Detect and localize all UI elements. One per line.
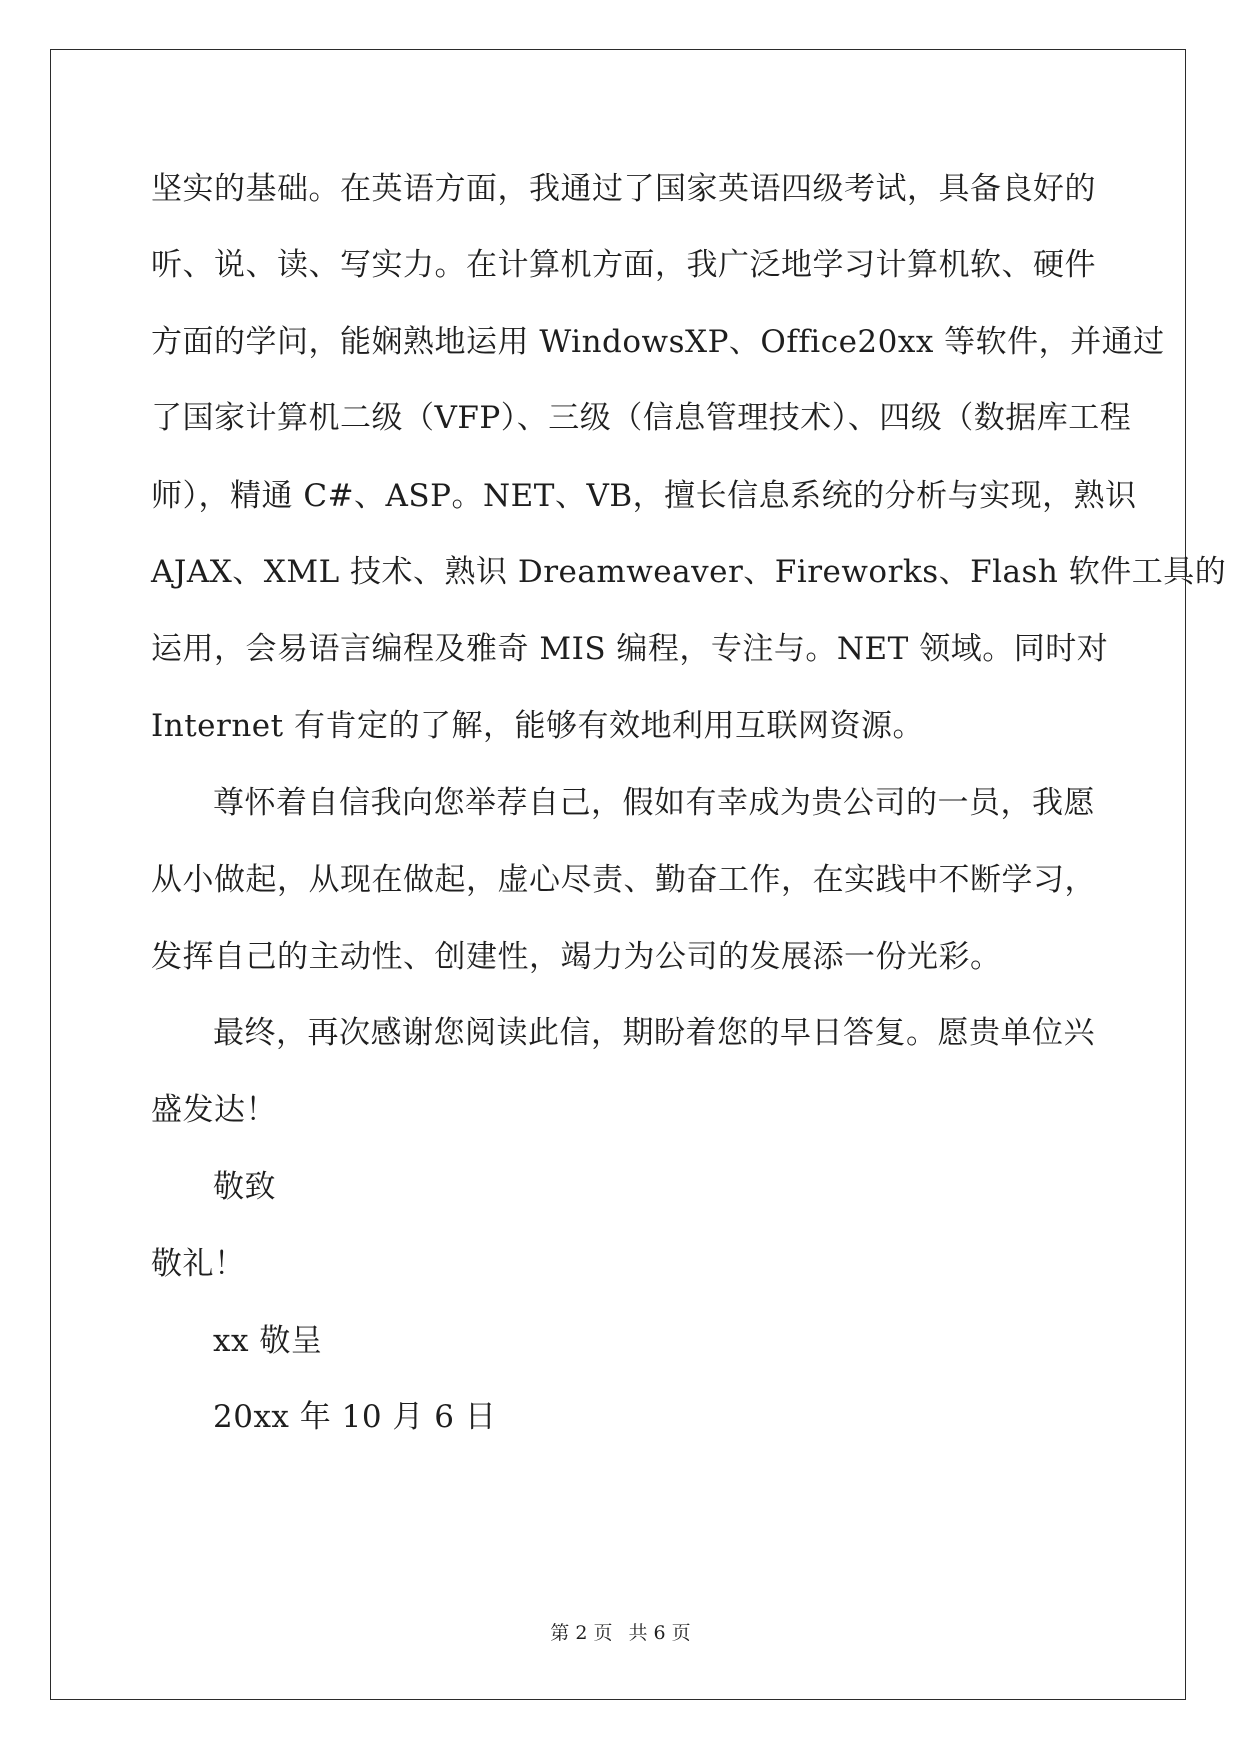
page-total: 共 6 页 bbox=[628, 1622, 691, 1644]
body-line: 运用，会易语言编程及雅奇 MIS 编程，专注与。NET 领域。同时对 bbox=[151, 631, 1109, 667]
body-line: 盛发达！ bbox=[151, 1092, 277, 1128]
paragraph-start-line: 最终，再次感谢您阅读此信，期盼着您的早日答复。愿贵单位兴 bbox=[213, 1015, 1095, 1051]
closing-salutation: 敬致 bbox=[213, 1169, 276, 1205]
closing-regards: 敬礼！ bbox=[151, 1246, 246, 1282]
body-line: 坚实的基础。在英语方面，我通过了国家英语四级考试，具备良好的 bbox=[151, 171, 1096, 207]
page-footer bbox=[0, 1618, 1241, 1645]
letter-date: 20xx 年 10 月 6 日 bbox=[213, 1399, 497, 1435]
body-line: 听、说、读、写实力。在计算机方面，我广泛地学习计算机软、硬件 bbox=[151, 247, 1096, 283]
body-line: 师），精通 C#、ASP。NET、VB，擅长信息系统的分析与实现，熟识 bbox=[151, 478, 1137, 514]
signature: xx 敬呈 bbox=[213, 1323, 323, 1359]
body-line: 从小做起，从现在做起，虚心尽责、勤奋工作，在实践中不断学习， bbox=[151, 862, 1096, 898]
page-number: 第 2 页 bbox=[550, 1622, 613, 1644]
body-line: 了国家计算机二级（VFP）、三级（信息管理技术）、四级（数据库工程 bbox=[151, 400, 1132, 436]
body-line: AJAX、XML 技术、熟识 Dreamweaver、Fireworks、Flash 软件工具的 bbox=[151, 554, 1227, 590]
body-line: 发挥自己的主动性、创建性，竭力为公司的发展添一份光彩。 bbox=[151, 939, 1002, 975]
paragraph-start-line: 尊怀着自信我向您举荐自己，假如有幸成为贵公司的一员，我愿 bbox=[213, 785, 1095, 821]
body-line: Internet 有肯定的了解，能够有效地利用互联网资源。 bbox=[151, 708, 924, 744]
body-line: 方面的学问，能娴熟地运用 WindowsXP、Office20xx 等软件，并通过 bbox=[151, 324, 1165, 360]
